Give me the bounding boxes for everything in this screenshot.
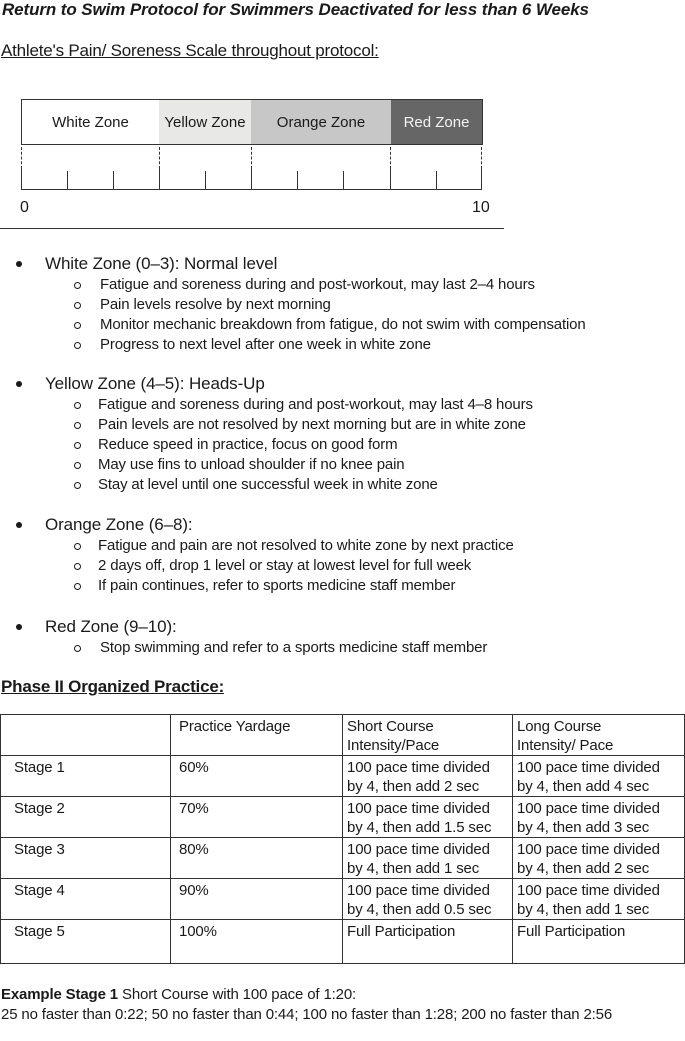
bullet-icon <box>16 522 22 528</box>
list-item: Monitor mechanic breakdown from fatigue, do not swim with compensation <box>0 315 685 335</box>
yardage-cell: 100% <box>171 920 343 964</box>
zone-heading: White Zone (0–3): Normal level <box>0 253 685 275</box>
header-cell-long-course: Long Course Intensity/ Pace <box>513 715 685 756</box>
pain-scale-diagram <box>0 0 685 240</box>
example-label: Example Stage 1 <box>1 986 118 1003</box>
short-course-cell: 100 pace time divided by 4, then add 1.5 sec <box>343 797 513 838</box>
example-note <box>1 985 685 1025</box>
table-row <box>1 756 685 797</box>
tick-2 <box>113 171 114 189</box>
tick-10 <box>481 169 482 189</box>
header-cell-yardage: Practice Yardage <box>171 715 343 756</box>
circle-bullet-icon <box>74 482 81 489</box>
long-course-cell: 100 pace time divided by 4, then add 4 sec <box>513 756 685 797</box>
tick-0 <box>21 169 22 189</box>
stage-cell: Stage 5 <box>1 920 171 964</box>
short-course-cell: 100 pace time divided by 4, then add 0.5 sec <box>343 879 513 920</box>
list-item: If pain continues, refer to sports medicine staff member <box>0 576 685 596</box>
header-cell-empty <box>1 715 171 756</box>
list-item: Progress to next level after one week in white zone <box>0 335 685 355</box>
tick-9 <box>436 171 437 189</box>
zone-red: Red Zone <box>391 99 483 145</box>
circle-bullet-icon <box>74 583 81 590</box>
tick-3 <box>159 169 160 189</box>
list-item: Fatigue and soreness during and post-workout, may last 4–8 hours <box>0 395 685 415</box>
scale-max-label: 10 <box>472 199 490 216</box>
circle-bullet-icon <box>74 462 81 469</box>
stage-cell: Stage 1 <box>1 756 171 797</box>
scale-axis <box>21 189 482 190</box>
circle-bullet-icon <box>74 282 81 289</box>
list-item: Stop swimming and refer to a sports medicine staff member <box>0 638 685 658</box>
list-item: 2 days off, drop 1 level or stay at lowest level for full week <box>0 556 685 576</box>
table-row <box>1 797 685 838</box>
yellow-zone-details <box>0 373 685 495</box>
list-item: May use fins to unload shoulder if no knee pain <box>0 455 685 475</box>
circle-bullet-icon <box>74 563 81 570</box>
tick-7 <box>343 171 344 189</box>
circle-bullet-icon <box>74 645 81 652</box>
long-course-cell: 100 pace time divided by 4, then add 2 sec <box>513 838 685 879</box>
yardage-cell: 80% <box>171 838 343 879</box>
zone-heading: Red Zone (9–10): <box>0 616 685 638</box>
stage-cell: Stage 2 <box>1 797 171 838</box>
orange-zone-details <box>0 514 685 596</box>
list-item: Fatigue and pain are not resolved to white zone by next practice <box>0 536 685 556</box>
example-splits: 25 no faster than 0:22; 50 no faster than 0:44; 100 no faster than 1:28; 200 no faster than 2:56 <box>1 1006 613 1023</box>
circle-bullet-icon <box>74 302 81 309</box>
long-course-cell: 100 pace time divided by 4, then add 3 sec <box>513 797 685 838</box>
bullet-icon <box>16 261 22 267</box>
table-row <box>1 838 685 879</box>
circle-bullet-icon <box>74 543 81 550</box>
short-course-cell: 100 pace time divided by 4, then add 1 sec <box>343 838 513 879</box>
scale-heading: Athlete's Pain/ Soreness Scale throughout protocol: <box>1 41 379 60</box>
tick-5 <box>251 169 252 189</box>
zone-orange: Orange Zone <box>251 99 392 145</box>
zone-divider <box>159 147 160 169</box>
yardage-cell: 90% <box>171 879 343 920</box>
tick-1 <box>67 171 68 189</box>
zone-divider <box>251 147 252 169</box>
table-row <box>1 879 685 920</box>
zone-yellow: Yellow Zone <box>159 99 252 145</box>
zone-divider <box>21 147 22 169</box>
phase-heading: Phase II Organized Practice: <box>1 677 225 696</box>
circle-bullet-icon <box>74 342 81 349</box>
stage-cell: Stage 4 <box>1 879 171 920</box>
circle-bullet-icon <box>74 422 81 429</box>
practice-stages-table <box>0 714 685 964</box>
bullet-icon <box>16 624 22 630</box>
tick-8 <box>390 169 391 189</box>
tick-4 <box>205 171 206 189</box>
yardage-cell: 70% <box>171 797 343 838</box>
list-item: Reduce speed in practice, focus on good form <box>0 435 685 455</box>
list-item: Fatigue and soreness during and post-workout, may last 2–4 hours <box>0 275 685 295</box>
table-row <box>1 920 685 964</box>
circle-bullet-icon <box>74 322 81 329</box>
zone-white: White Zone <box>21 99 160 145</box>
long-course-cell: 100 pace time divided by 4, then add 1 sec <box>513 879 685 920</box>
yardage-cell: 60% <box>171 756 343 797</box>
circle-bullet-icon <box>74 402 81 409</box>
list-item: Pain levels resolve by next morning <box>0 295 685 315</box>
white-zone-details <box>0 253 685 355</box>
zone-divider <box>390 147 391 169</box>
list-item: Stay at level until one successful week in white zone <box>0 475 685 495</box>
table-header-row <box>1 715 685 756</box>
bullet-icon <box>16 381 22 387</box>
section-divider <box>0 228 504 229</box>
header-cell-short-course: Short Course Intensity/Pace <box>343 715 513 756</box>
zone-heading: Orange Zone (6–8): <box>0 514 685 536</box>
document-title: Return to Swim Protocol for Swimmers Deactivated for less than 6 Weeks <box>2 0 589 19</box>
zone-heading: Yellow Zone (4–5): Heads-Up <box>0 373 685 395</box>
long-course-cell: Full Participation <box>513 920 685 964</box>
circle-bullet-icon <box>74 442 81 449</box>
scale-min-label: 0 <box>20 199 29 216</box>
tick-6 <box>297 171 298 189</box>
list-item: Pain levels are not resolved by next morning but are in white zone <box>0 415 685 435</box>
example-intro: Short Course with 100 pace of 1:20: <box>117 986 357 1003</box>
zone-divider <box>481 147 482 169</box>
red-zone-details <box>0 616 685 658</box>
short-course-cell: Full Participation <box>343 920 513 964</box>
stage-cell: Stage 3 <box>1 838 171 879</box>
short-course-cell: 100 pace time divided by 4, then add 2 sec <box>343 756 513 797</box>
